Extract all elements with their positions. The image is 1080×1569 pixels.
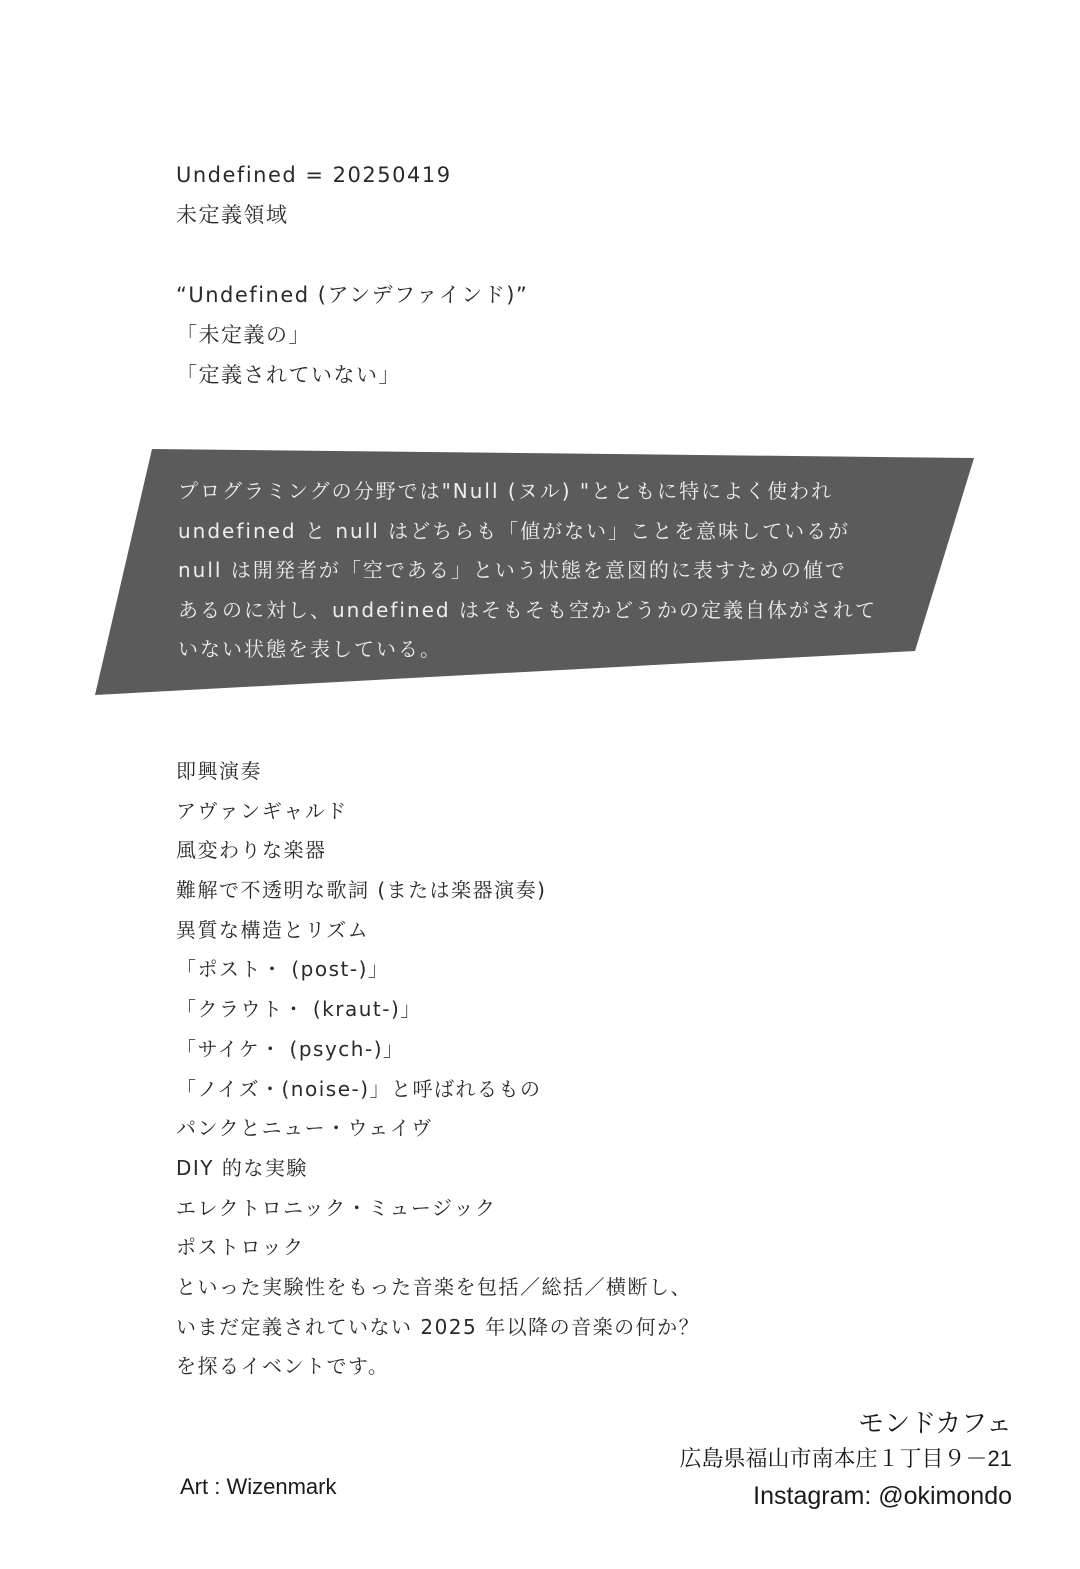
genre-item: 風変わりな楽器 bbox=[176, 838, 327, 863]
genre-item: パンクとニュー・ウェイヴ bbox=[176, 1116, 433, 1141]
genre-list bbox=[176, 752, 700, 1387]
banner-line: null は開発者が「空である」という状態を意図的に表すための値で bbox=[178, 558, 847, 582]
genre-item: 「クラウト・ (kraut-)」 bbox=[176, 997, 422, 1022]
banner-line: あるのに対し、undefined はそもそも空かどうかの定義自体がされて bbox=[178, 597, 877, 622]
genre-item: DIY 的な実験 bbox=[176, 1155, 308, 1180]
genre-item: エレクトロニック・ミュージック bbox=[176, 1195, 497, 1220]
genre-item: 「サイケ・ (psych-)」 bbox=[176, 1036, 405, 1061]
genre-item: ポストロック bbox=[176, 1235, 305, 1260]
genre-item: 「ポスト・ (post-)」 bbox=[176, 957, 390, 982]
genre-item: 難解で不透明な歌詞 (または楽器演奏) bbox=[176, 878, 547, 903]
banner-line: undefined と null はどちらも「値がない」ことを意味しているが bbox=[178, 518, 851, 543]
venue-info bbox=[680, 1404, 1012, 1516]
banner-line: いない状態を表している。 bbox=[178, 637, 442, 661]
venue-name: モンドカフェ bbox=[858, 1408, 1012, 1438]
genre-item: 異質な構造とリズム bbox=[176, 917, 370, 942]
genre-item: 即興演奏 bbox=[176, 759, 262, 783]
genre-item: 「ノイズ・(noise-)」と呼ばれるもの bbox=[176, 1076, 542, 1101]
intro-line-meaning-2: 「定義されていない」 bbox=[176, 363, 401, 387]
venue-address: 広島県福山市南本庄１丁目９－21 bbox=[679, 1446, 1012, 1471]
intro-line-reading: “Undefined (アンデファインド)” bbox=[176, 283, 529, 307]
closing-line: を探るイベントです。 bbox=[176, 1354, 390, 1379]
banner-line: プログラミングの分野では"Null (ヌル) "とともに特によく使われ bbox=[178, 479, 834, 503]
banner-text bbox=[178, 472, 877, 670]
instagram-handle: Instagram: @okimondo bbox=[753, 1482, 1012, 1510]
intro-line-title: 未定義領域 bbox=[176, 203, 289, 227]
closing-line: といった実験性をもった音楽を包括／総括／横断し、 bbox=[176, 1274, 692, 1299]
intro-line-meaning-1: 「未定義の」 bbox=[176, 323, 311, 347]
genre-item: アヴァンギャルド bbox=[176, 798, 348, 823]
art-credit: Art : Wizenmark bbox=[180, 1474, 337, 1499]
intro-line-date: Undefined = 20250419 bbox=[176, 163, 452, 187]
closing-line: いまだ定義されていない 2025 年以降の音楽の何か？ bbox=[176, 1314, 701, 1339]
